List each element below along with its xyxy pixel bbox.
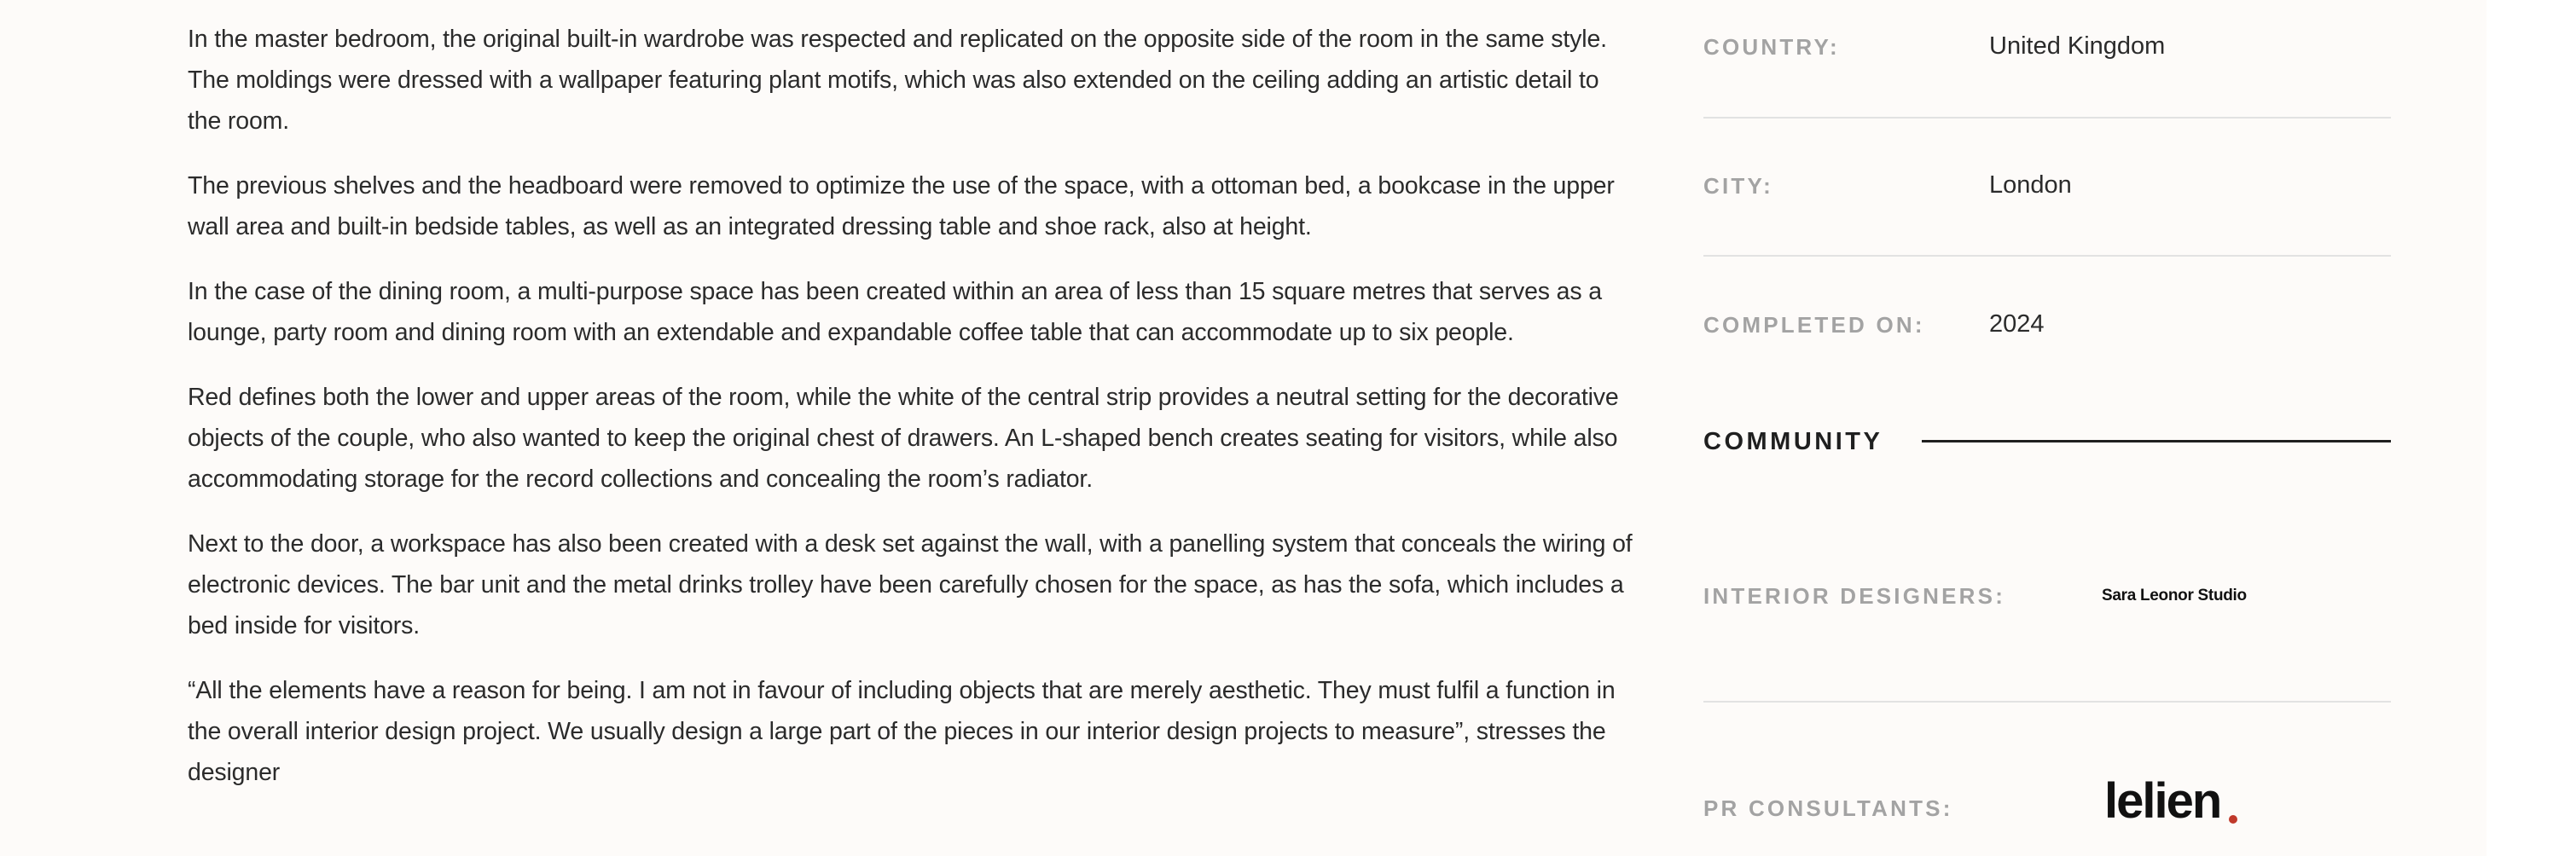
article-paragraph: Red defines both the lower and upper areas of the room, while the white of the central strip provides a neutral setting for the decorative objects of the couple, who also wanted to keep the original chest of drawers. An L-shaped bench creates seating for visitors, while also accommodating storage for the record collections and concealing the room’s radiator. [188,384,1619,493]
completed-on-label: COMPLETED ON: [1703,312,1925,338]
article-paragraph: The previous shelves and the headboard were removed to optimize the use of the space, with a ottoman bed, a bookcase in the upper wall area and built-in bedside tables, as well as an integrated dressing table and shoe rack, also at height. [188,172,1615,240]
lelien-logo-dot-icon [2229,815,2237,824]
community-heading: COMMUNITY [1703,428,1883,455]
country-value: United Kingdom [1989,32,2166,60]
lelien-logo[interactable] [2104,772,2220,830]
interior-designers-label: INTERIOR DESIGNERS: [1703,583,2006,609]
community-heading-rule [1922,440,2391,442]
article-paragraph: Next to the door, a workspace has also been created with a desk set against the wall, with a panelling system that conceals the wiring of electronic devices. The bar unit and the metal drinks trolley have been carefully chosen for the space, as has the sofa, which includes a bed inside for visitors. [188,530,1633,639]
sara-leonor-studio-logo[interactable] [2102,587,2247,605]
city-label: CITY: [1703,173,1773,199]
divider [1703,701,2391,703]
divider [1703,255,2391,257]
completed-on-value: 2024 [1989,310,2045,338]
lelien-logo-text: lelien [2104,773,2221,829]
article-paragraph: “All the elements have a reason for being. I am not in favour of including objects that are merely aesthetic. They must fulfil a function in the overall interior design project. We usually design a large part of the pieces in our interior design projects to measure”, stresses the designer [188,677,1616,786]
article-body [188,19,1638,817]
article-paragraph: In the master bedroom, the original built-in wardrobe was respected and replicated on the opposite side of the room in the same style. The moldings were dressed with a wallpaper featuring plant motifs, which was also extended on the ceiling adding an artistic detail to the room. [188,26,1607,135]
article-paragraph: In the case of the dining room, a multi-purpose space has been created within an area of less than 15 square metres that serves as a lounge, party room and dining room with an extendable and expandable coffee table that can accommodate up to six people. [188,278,1602,346]
country-label: COUNTRY: [1703,34,1840,60]
page-right-margin [2486,0,2576,856]
project-details-sidebar [1703,0,2391,856]
pr-consultants-label: PR CONSULTANTS: [1703,795,1953,821]
sara-leonor-studio-logo-text: Sara Leonor Studio [2102,587,2247,604]
city-value: London [1989,171,2072,199]
divider [1703,117,2391,119]
